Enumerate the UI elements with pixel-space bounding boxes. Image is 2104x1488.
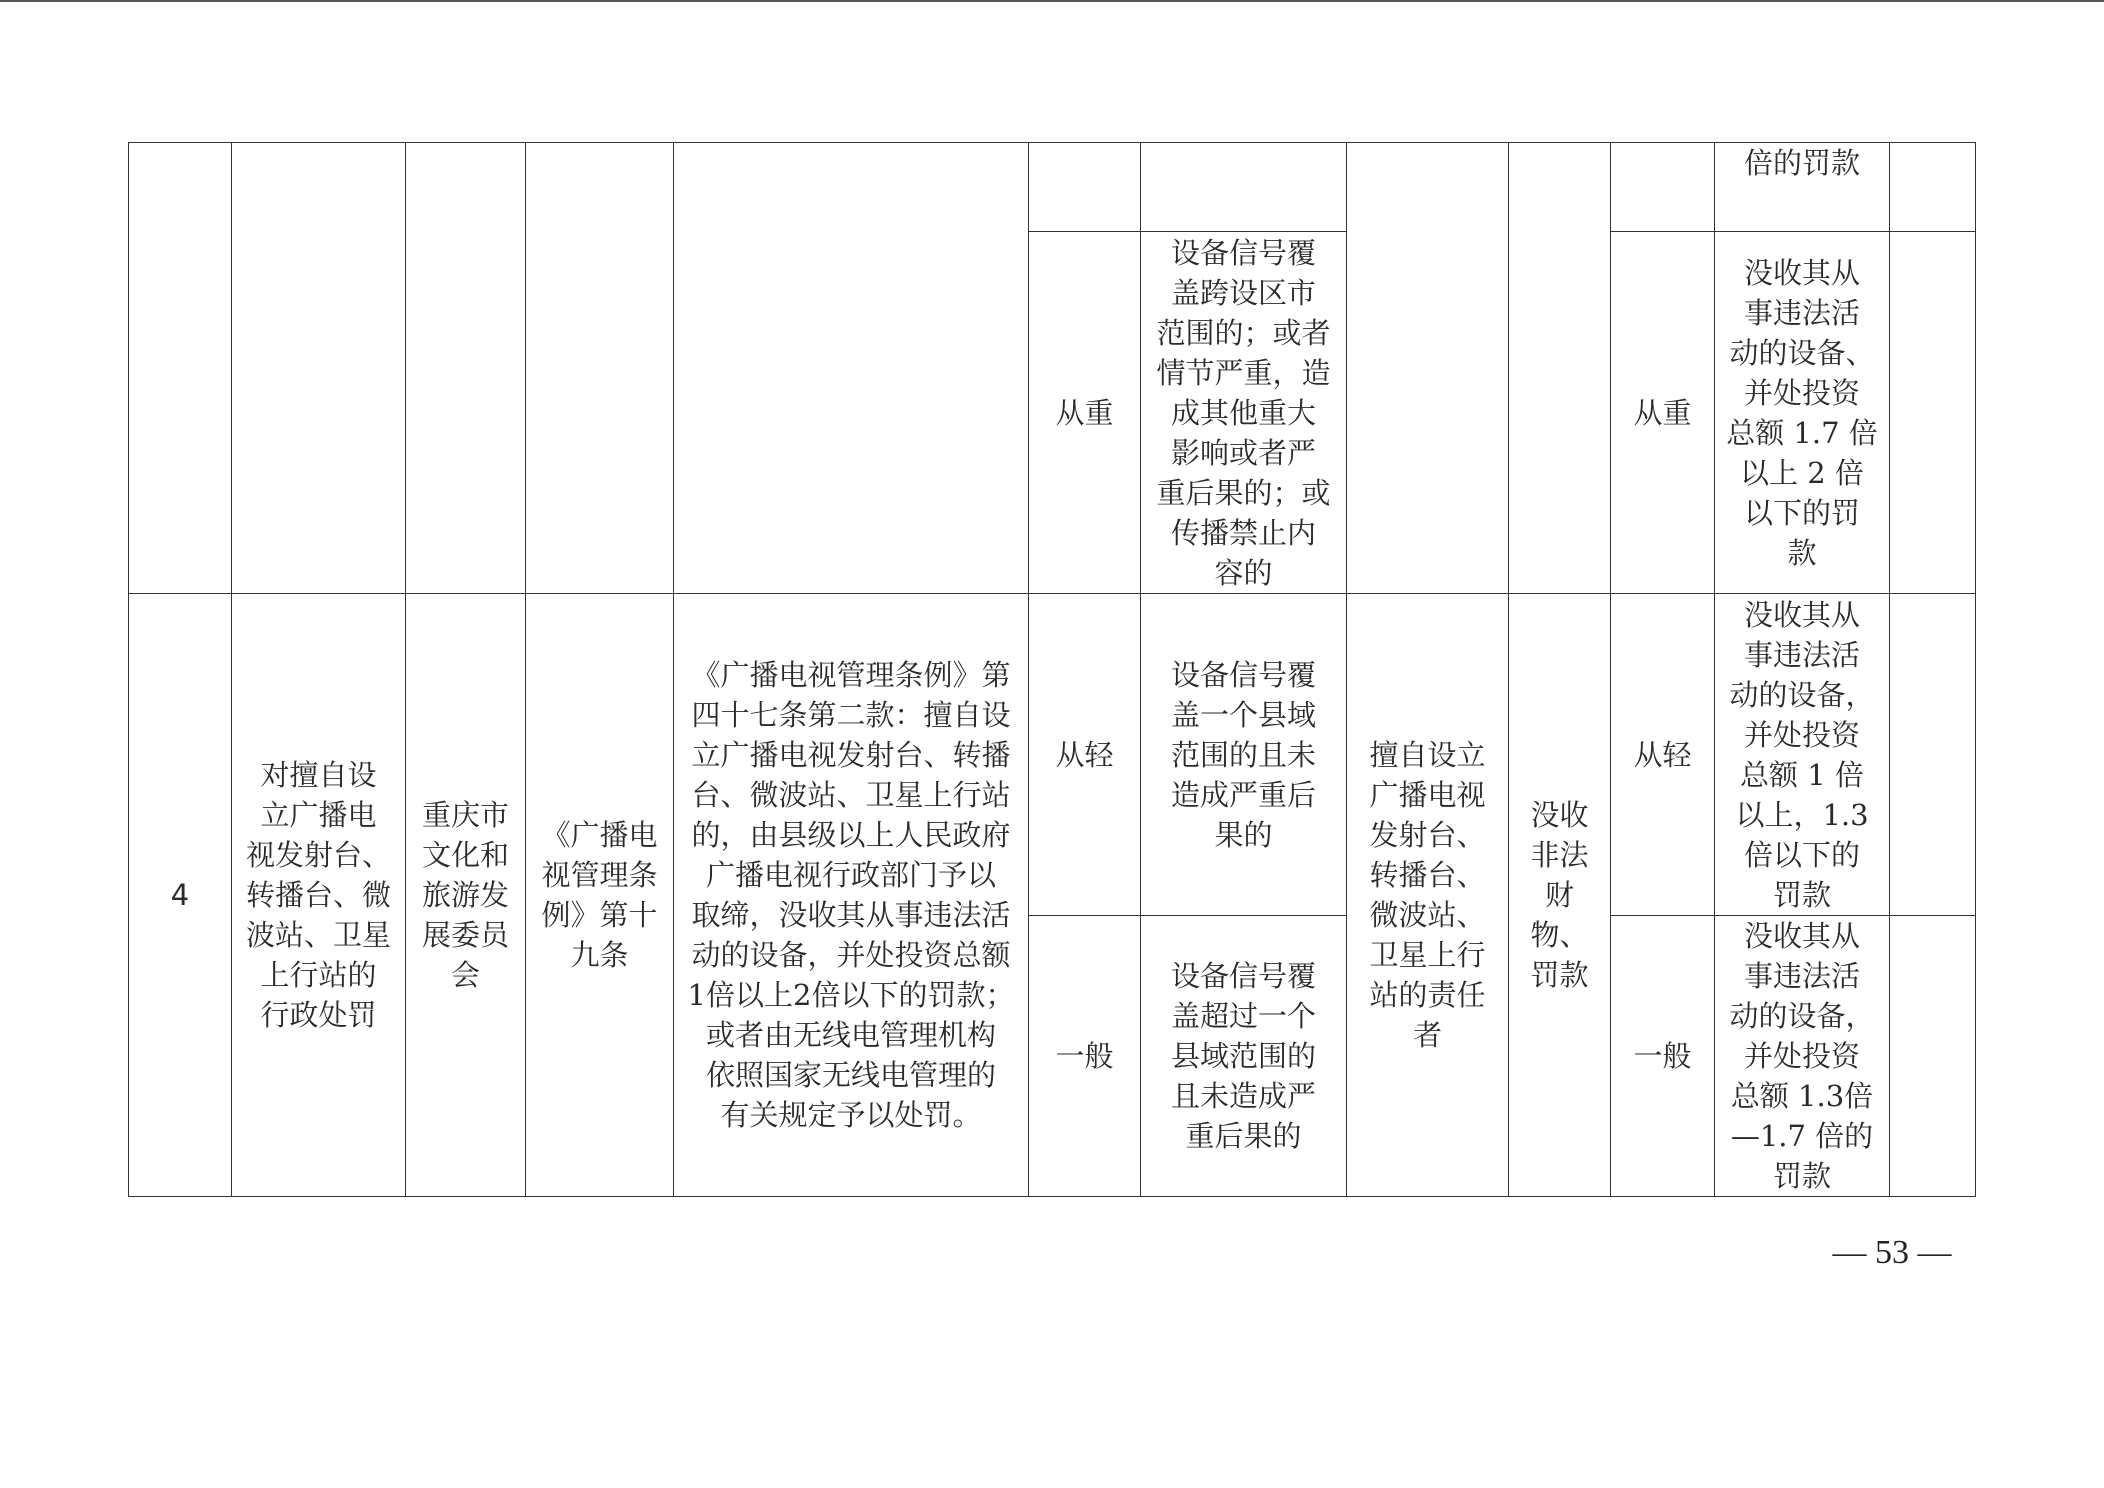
penalty-general: 没收其从 事违法活 动的设备， 并处投资 总额 1.3倍 —1.7 倍的 罚款 <box>1715 916 1890 1197</box>
level-general: 一般 <box>1029 916 1141 1197</box>
legal-basis-text: 《广播电视管理条例》第 四十七条第二款：擅自设 立广播电视发射台、转播 台、微波站、卫星上行站 的，由县级以上人民政府 广播电视行政部门予以 取缔，没收其从事违法活 动的设备，并处投资总额 1倍以上2倍以下的罚款； 或者由无线电管理机构 依照国家无线电管理的 有关规定予以处罚。 <box>674 594 1029 1197</box>
circumstance-light: 设备信号覆 盖一个县域 范围的且未 造成严重后 果的 <box>1141 594 1347 916</box>
empty-cell-basis-short <box>526 143 674 594</box>
level-light: 从轻 <box>1029 594 1141 916</box>
page-top-rule <box>0 0 2104 2</box>
penalty-standard-table <box>128 142 1976 1197</box>
level2-general: 一般 <box>1611 916 1715 1197</box>
empty-cell-level <box>1029 143 1141 232</box>
circumstance-heavy: 设备信号覆 盖跨设区市 范围的；或者 情节严重，造 成其他重大 影响或者严 重后果的；或 传播禁止内 容的 <box>1141 232 1347 594</box>
empty-cell-circumstance <box>1141 143 1347 232</box>
penalty-item: 对擅自设 立广播电 视发射台、 转播台、微 波站、卫星 上行站的 行政处罚 <box>232 594 406 1197</box>
enforcement-authority: 重庆市 文化和 旅游发 展委员 会 <box>406 594 526 1197</box>
empty-cell-remark <box>1890 143 1976 232</box>
empty-cell-category <box>1509 143 1611 594</box>
empty-cell-number <box>129 143 232 594</box>
page-number: — 53 — <box>1832 1234 1952 1271</box>
penalty-heavy: 没收其从 事违法活 动的设备、 并处投资 总额 1.7 倍 以上 2 倍 以下的罚 款 <box>1715 232 1890 594</box>
empty-cell-remark <box>1890 916 1976 1197</box>
empty-cell-item <box>232 143 406 594</box>
circumstance-general: 设备信号覆 盖超过一个 县域范围的 且未造成严 重后果的 <box>1141 916 1347 1197</box>
level2-heavy: 从重 <box>1611 232 1715 594</box>
empty-cell-authority <box>406 143 526 594</box>
empty-cell-level2 <box>1611 143 1715 232</box>
level2-light: 从轻 <box>1611 594 1715 916</box>
penalty-category: 没收 非法 财 物、 罚款 <box>1509 594 1611 1197</box>
row-number: 4 <box>129 594 232 1197</box>
empty-cell-remark <box>1890 232 1976 594</box>
empty-cell-basis-text <box>674 143 1029 594</box>
prev-penalty-tail: 倍的罚款 <box>1715 143 1890 232</box>
empty-cell-remark <box>1890 594 1976 916</box>
legal-basis-short: 《广播电 视管理条 例》第十 九条 <box>526 594 674 1197</box>
penalty-light: 没收其从 事违法活 动的设备， 并处投资 总额 1 倍 以上，1.3 倍以下的 罚款 <box>1715 594 1890 916</box>
violation-subject: 擅自设立 广播电视 发射台、 转播台、 微波站、 卫星上行 站的责任 者 <box>1347 594 1509 1197</box>
empty-cell-violation <box>1347 143 1509 594</box>
level-heavy: 从重 <box>1029 232 1141 594</box>
